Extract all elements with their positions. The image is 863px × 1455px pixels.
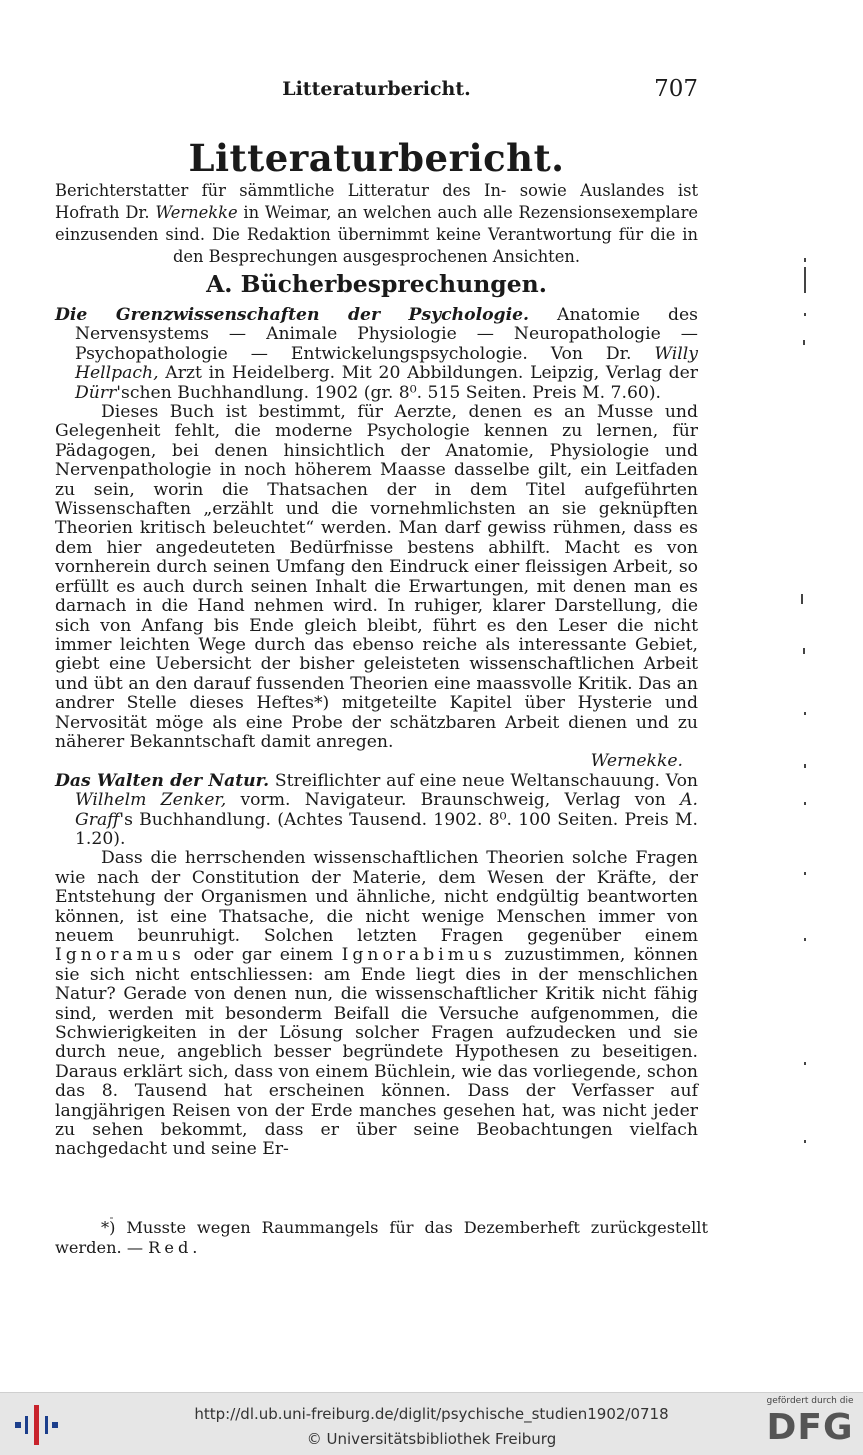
- review-1-publisher: Dürr: [75, 382, 117, 403]
- dfg-caption: gefördert durch die: [766, 1396, 854, 1406]
- editorial-notice: [55, 180, 698, 268]
- margin-mark: [803, 648, 805, 654]
- review-1-signature: Wernekke.: [590, 751, 683, 772]
- margin-marks: [795, 0, 815, 1392]
- page-title: Litteraturbericht.: [188, 136, 565, 180]
- margin-mark: [804, 267, 806, 293]
- notice-name: Wernekke: [155, 203, 238, 222]
- review-1-citation: [55, 306, 698, 403]
- margin-mark: [804, 1062, 806, 1065]
- review-1-title: Die Grenzwissenschaften der Psychologie.: [55, 305, 530, 325]
- footer-url[interactable]: http://dl.ub.uni-freiburg.de/diglit/psychische_studien1902/0718: [194, 1405, 669, 1423]
- review-2-body: [55, 849, 698, 1160]
- review-2-citation-b: vorm. Navigateur. Braunschweig, Verlag von: [226, 790, 681, 811]
- review-2-citation-a: Streiflichter auf eine neue Weltanschauung. Von: [269, 770, 698, 791]
- review-1-citation-a: Anatomie des Nervensystems — Animale Physiologie — Neuropathologie — Psychopathologie — Entwickelungspsychologie. Von Dr.: [75, 305, 699, 364]
- footnote-red: Red.: [148, 1237, 202, 1257]
- review-2-ignoramus: Ignoramus: [55, 945, 185, 966]
- margin-mark: [804, 764, 806, 768]
- notice-prefix: Berichterstatter für sämmtliche Litteratur des In- sowie Auslandes ist Hofrath Dr.: [55, 181, 698, 222]
- margin-mark: [803, 340, 805, 345]
- footer-copyright: © Universitätsbibliothek Freiburg: [306, 1430, 557, 1448]
- review-1-body: Dieses Buch ist bestimmt, für Aerzte, denen es an Musse und Gelegenheit fehlt, die moderne Psychologie kennen zu lernen, für Pädagogen, bei denen hinsichtlich der Anatomie, Physiologie und Nervenpathologie in noch höherem Maasse dasselbe gilt, ein Leitfaden zu sein, worin die Thatsachen der in dem Titel aufgeführten Wissenschaften „erzählt und die vornehmlichsten an sie geknüpften Theorien kritisch beleuchtet“ werden. Man darf gewiss rühmen, dass es dem hier angedeuteten Bedürfnisse bestens abhilft. Macht es von vornherein durch seinen Umfang den Eindruck einer fleissigen Arbeit, so erfüllt es auch durch seinen Inhalt die Erwartungen, mit denen man es darnach in die Hand nehmen wird. In ruhiger, klarer Darstellung, die sich von Anfang bis Ende gleich bleibt, führt es den Leser die nicht immer leichten Wege durch das ebenso reiche als interessante Gebiet, giebt eine Uebersicht der bisher geleisteten wissenschaftlichen Arbeit und übt an den darauf fussenden Theorien eine maassvolle Kritik. Das an andrer Stelle dieses Heftes*) mitgeteilte Kapitel über Hysterie und Nervosität möge als eine Probe der schätzbaren Arbeit dienen und zu näherer Bekanntschaft damit anregen.: [55, 402, 698, 752]
- margin-mark: [804, 258, 806, 262]
- margin-mark: [804, 872, 806, 875]
- review-2-title: Das Walten der Natur.: [55, 770, 270, 791]
- review-2-citation-c: 's Buchhandlung. (Achtes Tausend. 1902. 8⁰. 100 Seiten. Preis M. 1.20).: [75, 809, 698, 849]
- margin-mark: [804, 313, 806, 316]
- running-head: [55, 76, 698, 106]
- dfg-wordmark: DFG: [766, 1407, 854, 1448]
- page-number: 707: [654, 76, 698, 102]
- margin-mark: [804, 802, 806, 805]
- review-2-publisher: A. Graff: [75, 790, 698, 830]
- review-2-body-a: Dass die herrschenden wissenschaftlichen Theorien solche Fragen wie nach der Constitution der Materie, dem Wesen der Kräfte, der Entstehung der Organismen und ähnliche, nicht endgültig beantworten können, ist eine Thatsache, die nicht wenige Menschen immer von neuem beunruhigt. Solchen letzten Fragen gegenüber einem: [55, 848, 698, 946]
- notice-suffix: in Weimar, an welchen auch alle Rezensionsexemplare einzusenden sind. Die Redaktion übernimmt keine Verantwortung für die in den Besprechungen ausgesprochenen Ansichten.: [55, 203, 698, 266]
- margin-mark: [804, 712, 806, 715]
- reviews-column: [55, 306, 698, 1160]
- review-1-citation-b: Arzt in Heidelberg. Mit 20 Abbildungen. Leipzig, Verlag der: [158, 363, 698, 384]
- review-1-citation-c: 'schen Buchhandlung. 1902 (gr. 8⁰. 515 Seiten. Preis M. 7.60).: [116, 382, 661, 403]
- footnote-text: *) Musste wegen Raummangels für das Dezemberheft zurückgestellt werden. —: [55, 1218, 708, 1257]
- review-2-body-c: zuzustimmen, können sie sich nicht entschliessen: am Ende liegt dies in der menschlichen Natur? Gerade von denen nun, die wissenschaftlicher Kritik nicht fähig sind, werden mit besonderm Beifall die Versuche aufgenommen, die Schwierigkeiten in der Lösung solcher Fragen aufzudecken und sie durch neue, angeblich besser begründete Hypothesen zu beseitigen. Daraus erklärt sich, dass von einem Büchlein, wie das vorliegende, schon das 8. Tausend hat erscheinen können. Dass der Verfasser auf langjährigen Reisen von der Erde manches gesehen hat, was nicht jeder zu sehen bekommt, dass er über seine Beobachtungen vielfach nachgedacht und seine Er-: [55, 945, 698, 1160]
- dfg-logo-icon: [760, 1396, 860, 1452]
- margin-mark: [801, 594, 803, 604]
- review-2-ignorabimus: Ignorabimus: [341, 945, 496, 966]
- margin-mark: [804, 1140, 806, 1143]
- running-title: Litteraturbericht.: [282, 78, 471, 100]
- section-heading: A. Bücherbesprechungen.: [206, 270, 547, 298]
- review-1-author: Willy Hellpach,: [75, 343, 698, 384]
- review-2-citation: [55, 772, 698, 850]
- review-2-body-b: oder gar einem: [184, 945, 342, 966]
- margin-mark: [804, 938, 806, 941]
- footnote: [55, 1218, 708, 1257]
- review-2-author: Wilhelm Zenker,: [75, 790, 227, 811]
